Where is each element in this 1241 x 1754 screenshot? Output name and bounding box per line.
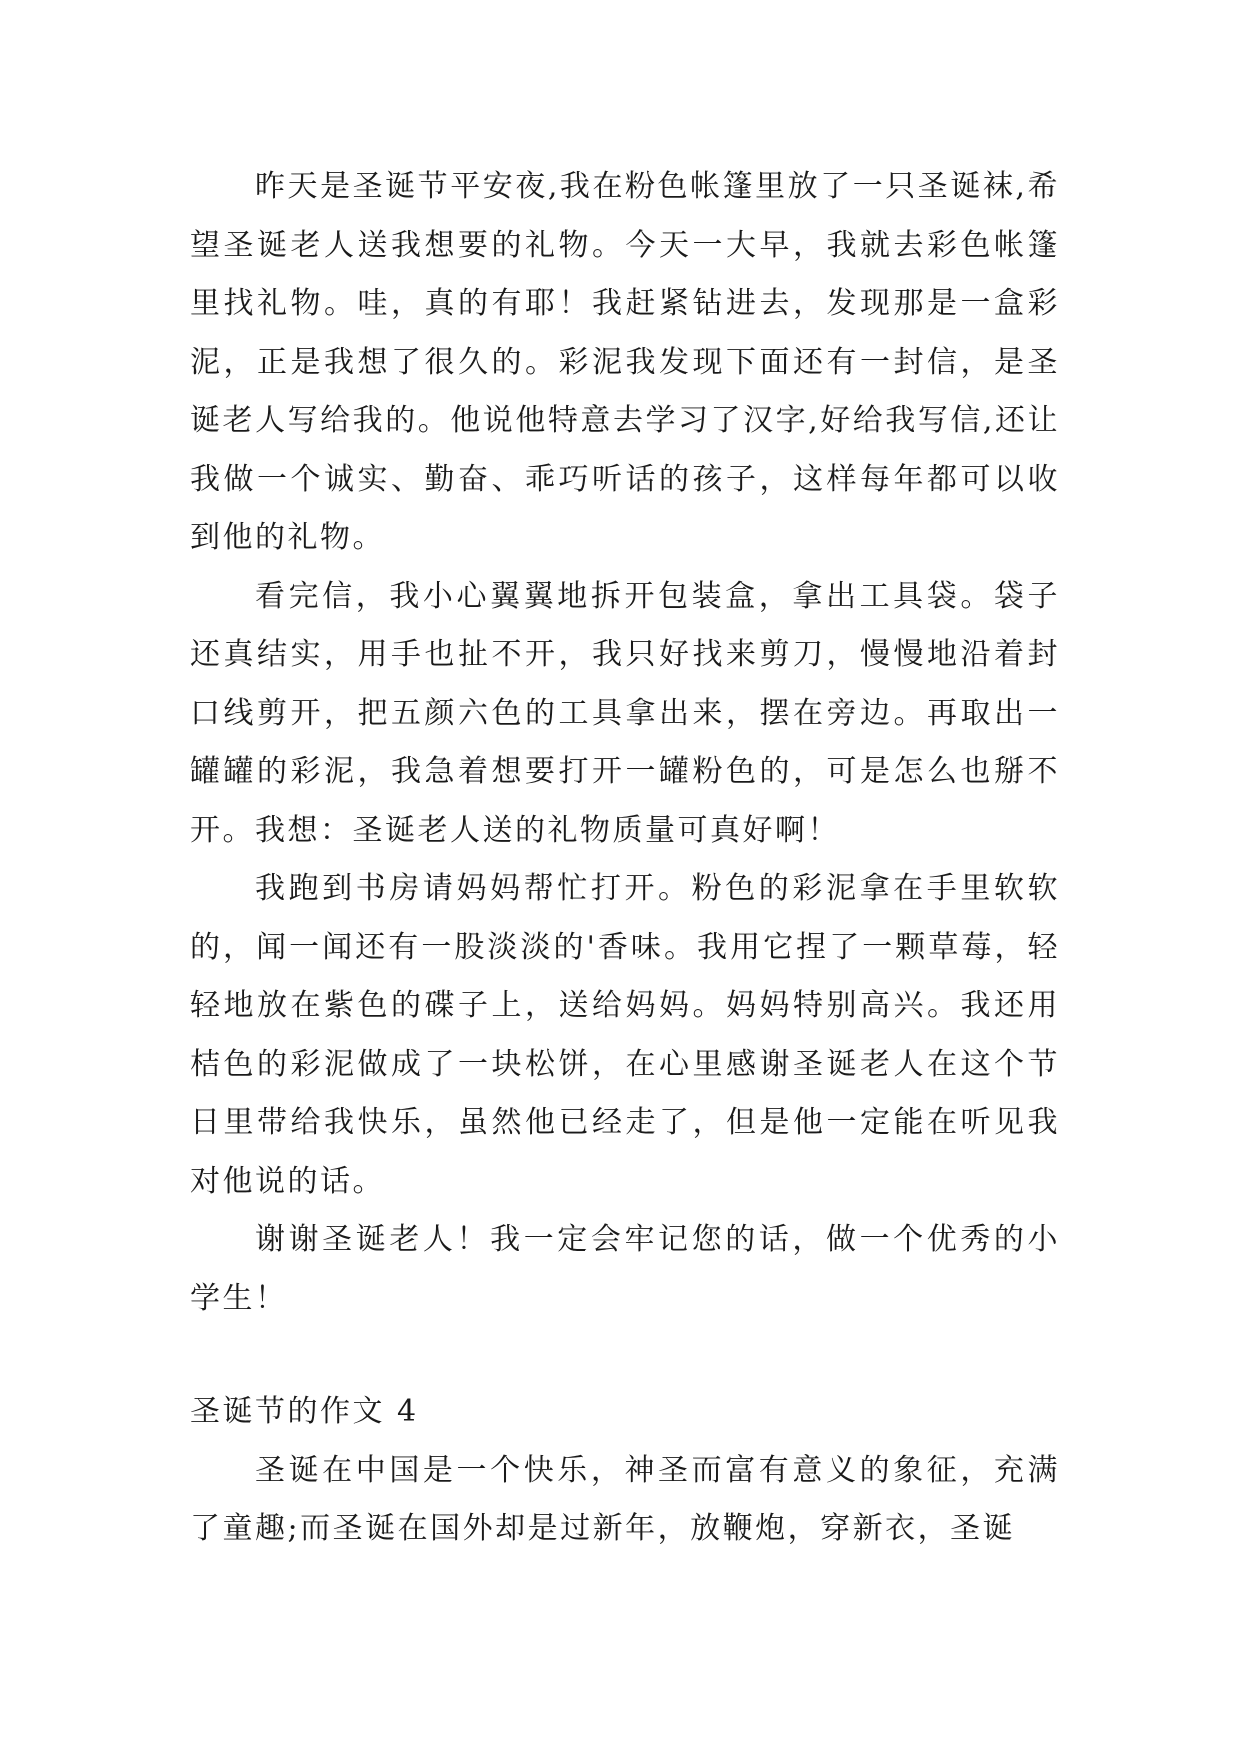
paragraph-christmas-eve: 昨天是圣诞节平安夜,我在粉色帐篷里放了一只圣诞袜,希望圣诞老人送我想要的礼物。今天一大早，我就去彩色帐篷里找礼物。哇，真的有耶！我赶紧钻进去，发现那是一盒彩泥，正是我想了很久的。彩泥我发现下面还有一封信，是圣诞老人写给我的。他说他特意去学习了汉字,好给我写信,还让我做一个诚实、勤奋、乖巧听话的孩子，这样每年都可以收到他的礼物。	[190, 169, 1060, 555]
paragraph-strawberry: 我跑到书房请妈妈帮忙打开。粉色的彩泥拿在手里软软的，闻一闻还有一股淡淡的'香味。我用它捏了一颗草莓，轻轻地放在紫色的碟子上，送给妈妈。妈妈特别高兴。我还用桔色的彩泥做成了一块松饼，在心里感谢圣诞老人在这个节日里带给我快乐，虽然他已经走了，但是他一定能在听见我对他说的话。	[190, 871, 1060, 1199]
section-heading: 圣诞节的作文 4	[190, 1394, 419, 1429]
document-body	[190, 158, 1060, 1559]
paragraph-opening-gift: 看完信，我小心翼翼地拆开包装盒，拿出工具袋。袋子还真结实，用手也扯不开，我只好找来剪刀，慢慢地沿着封口线剪开，把五颜六色的工具拿出来，摆在旁边。再取出一罐罐的彩泥，我急着想要打开一罐粉色的，可是怎么也掰不开。我想：圣诞老人送的礼物质量可真好啊！	[190, 578, 1060, 848]
paragraph-thanks: 谢谢圣诞老人！我一定会牢记您的话，做一个优秀的小学生！	[190, 1222, 1060, 1316]
paragraph-section-intro: 圣诞在中国是一个快乐，神圣而富有意义的象征，充满了童趣;而圣诞在国外却是过新年，放鞭炮，穿新衣，圣诞	[190, 1452, 1060, 1546]
